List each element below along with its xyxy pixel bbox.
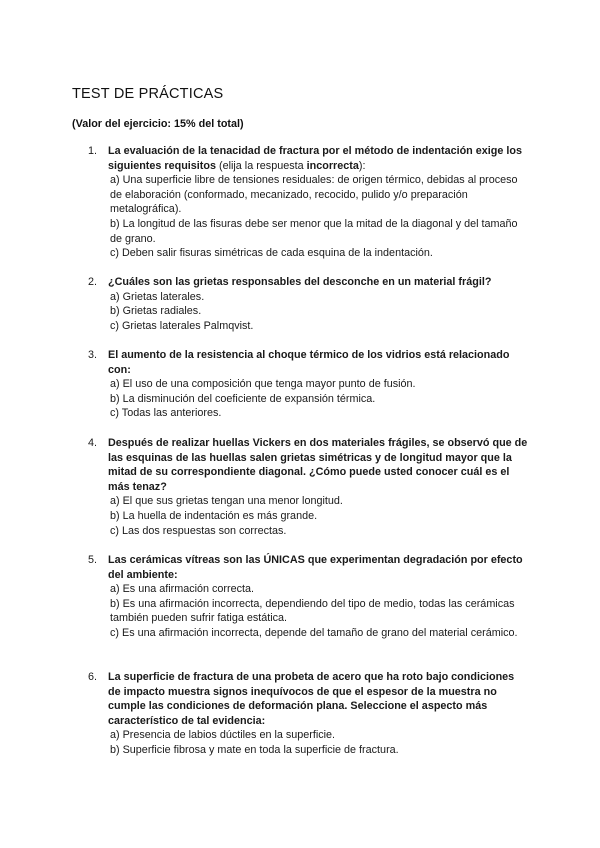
question-4 xyxy=(88,436,528,538)
question-number: 1. xyxy=(88,145,98,157)
answer-option-a[interactable]: a) Grietas laterales. xyxy=(110,290,205,303)
answer-option-b[interactable]: b) La longitud de las fisuras debe ser menor que la mitad de la diagonal y del tamaño de grano. xyxy=(110,217,518,245)
answer-options xyxy=(110,173,528,261)
answer-option-c[interactable]: c) Grietas laterales Palmqvist. xyxy=(110,319,254,332)
answer-option-c[interactable]: c) Todas las anteriores. xyxy=(110,407,222,420)
question-text-end: ): xyxy=(358,159,366,172)
question-2 xyxy=(88,275,528,333)
question-number: 6. xyxy=(88,671,98,683)
answer-option-c[interactable]: c) Las dos respuestas son correctas. xyxy=(110,524,287,537)
answer-option-a[interactable]: a) Presencia de labios dúctiles en la superficie. xyxy=(110,729,336,742)
question-text-note: (elija la respuesta xyxy=(216,159,307,172)
question-text-bold: La evaluación de la tenacidad de fractura por el método de indentación exige los siguientes requisitos xyxy=(108,145,522,172)
answer-option-b[interactable]: b) La disminución del coeficiente de expansión térmica. xyxy=(110,392,376,405)
question-number: 5. xyxy=(88,554,98,566)
answer-options xyxy=(110,494,528,538)
answer-option-b[interactable]: b) La huella de indentación es más grande. xyxy=(110,509,318,522)
answer-options xyxy=(110,290,528,334)
question-text xyxy=(108,144,528,173)
question-3 xyxy=(88,348,528,421)
question-1 xyxy=(88,144,528,261)
answer-options xyxy=(110,582,528,640)
question-text: La superficie de fractura de una probeta de acero que ha roto bajo condiciones de impacto muestra signos inequívocos de que el espesor de la muestra no cumple las condiciones de deformación plana. Seleccione el aspecto más característico de tal evidencia: xyxy=(108,671,515,727)
answer-option-c[interactable]: c) Es una afirmación incorrecta, depende del tamaño de grano del material cerámico. xyxy=(110,626,518,639)
answer-option-b[interactable]: b) Grietas radiales. xyxy=(110,305,202,318)
answer-option-a[interactable]: a) Es una afirmación correcta. xyxy=(110,583,255,596)
question-text-emphasis: incorrecta xyxy=(306,159,359,172)
answer-option-b[interactable]: b) Superficie fibrosa y mate en toda la superficie de fractura. xyxy=(110,743,399,756)
question-number: 2. xyxy=(88,276,98,288)
exercise-value-note: (Valor del ejercicio: 15% del total) xyxy=(72,118,244,130)
answer-option-a[interactable]: a) El uso de una composición que tenga mayor punto de fusión. xyxy=(110,378,416,391)
question-6 xyxy=(88,670,528,758)
question-5 xyxy=(88,553,528,641)
answer-option-b[interactable]: b) Es una afirmación incorrecta, dependiendo del tipo de medio, todas las cerámicas también pueden sufrir fatiga estática. xyxy=(110,597,515,625)
question-text: Después de realizar huellas Vickers en dos materiales frágiles, se observó que de las esquinas de las huellas salen grietas simétricas y de longitud mayor que la mitad de su correspondiente diagonal. ¿Cómo puede usted conocer cuál es el más tenaz? xyxy=(108,437,528,493)
answer-option-c[interactable]: c) Deben salir fisuras simétricas de cada esquina de la indentación. xyxy=(110,247,433,260)
answer-option-a[interactable]: a) Una superficie libre de tensiones residuales: de origen térmico, debidas al proceso de elaboración (conformado, mecanizado, recocido, pulido y/o preparación metalográfica). xyxy=(110,174,518,216)
page-title: TEST DE PRÁCTICAS xyxy=(72,86,224,102)
answer-option-a[interactable]: a) El que sus grietas tengan una menor longitud. xyxy=(110,495,343,508)
question-number: 4. xyxy=(88,437,98,449)
question-text: Las cerámicas vítreas son las ÚNICAS que experimentan degradación por efecto del ambiente: xyxy=(108,554,523,581)
question-number: 3. xyxy=(88,349,98,361)
answer-options xyxy=(110,377,528,421)
question-text: ¿Cuáles son las grietas responsables del desconche en un material frágil? xyxy=(108,276,492,288)
answer-options xyxy=(110,728,528,757)
question-text: El aumento de la resistencia al choque térmico de los vidrios está relacionado con: xyxy=(108,349,510,376)
